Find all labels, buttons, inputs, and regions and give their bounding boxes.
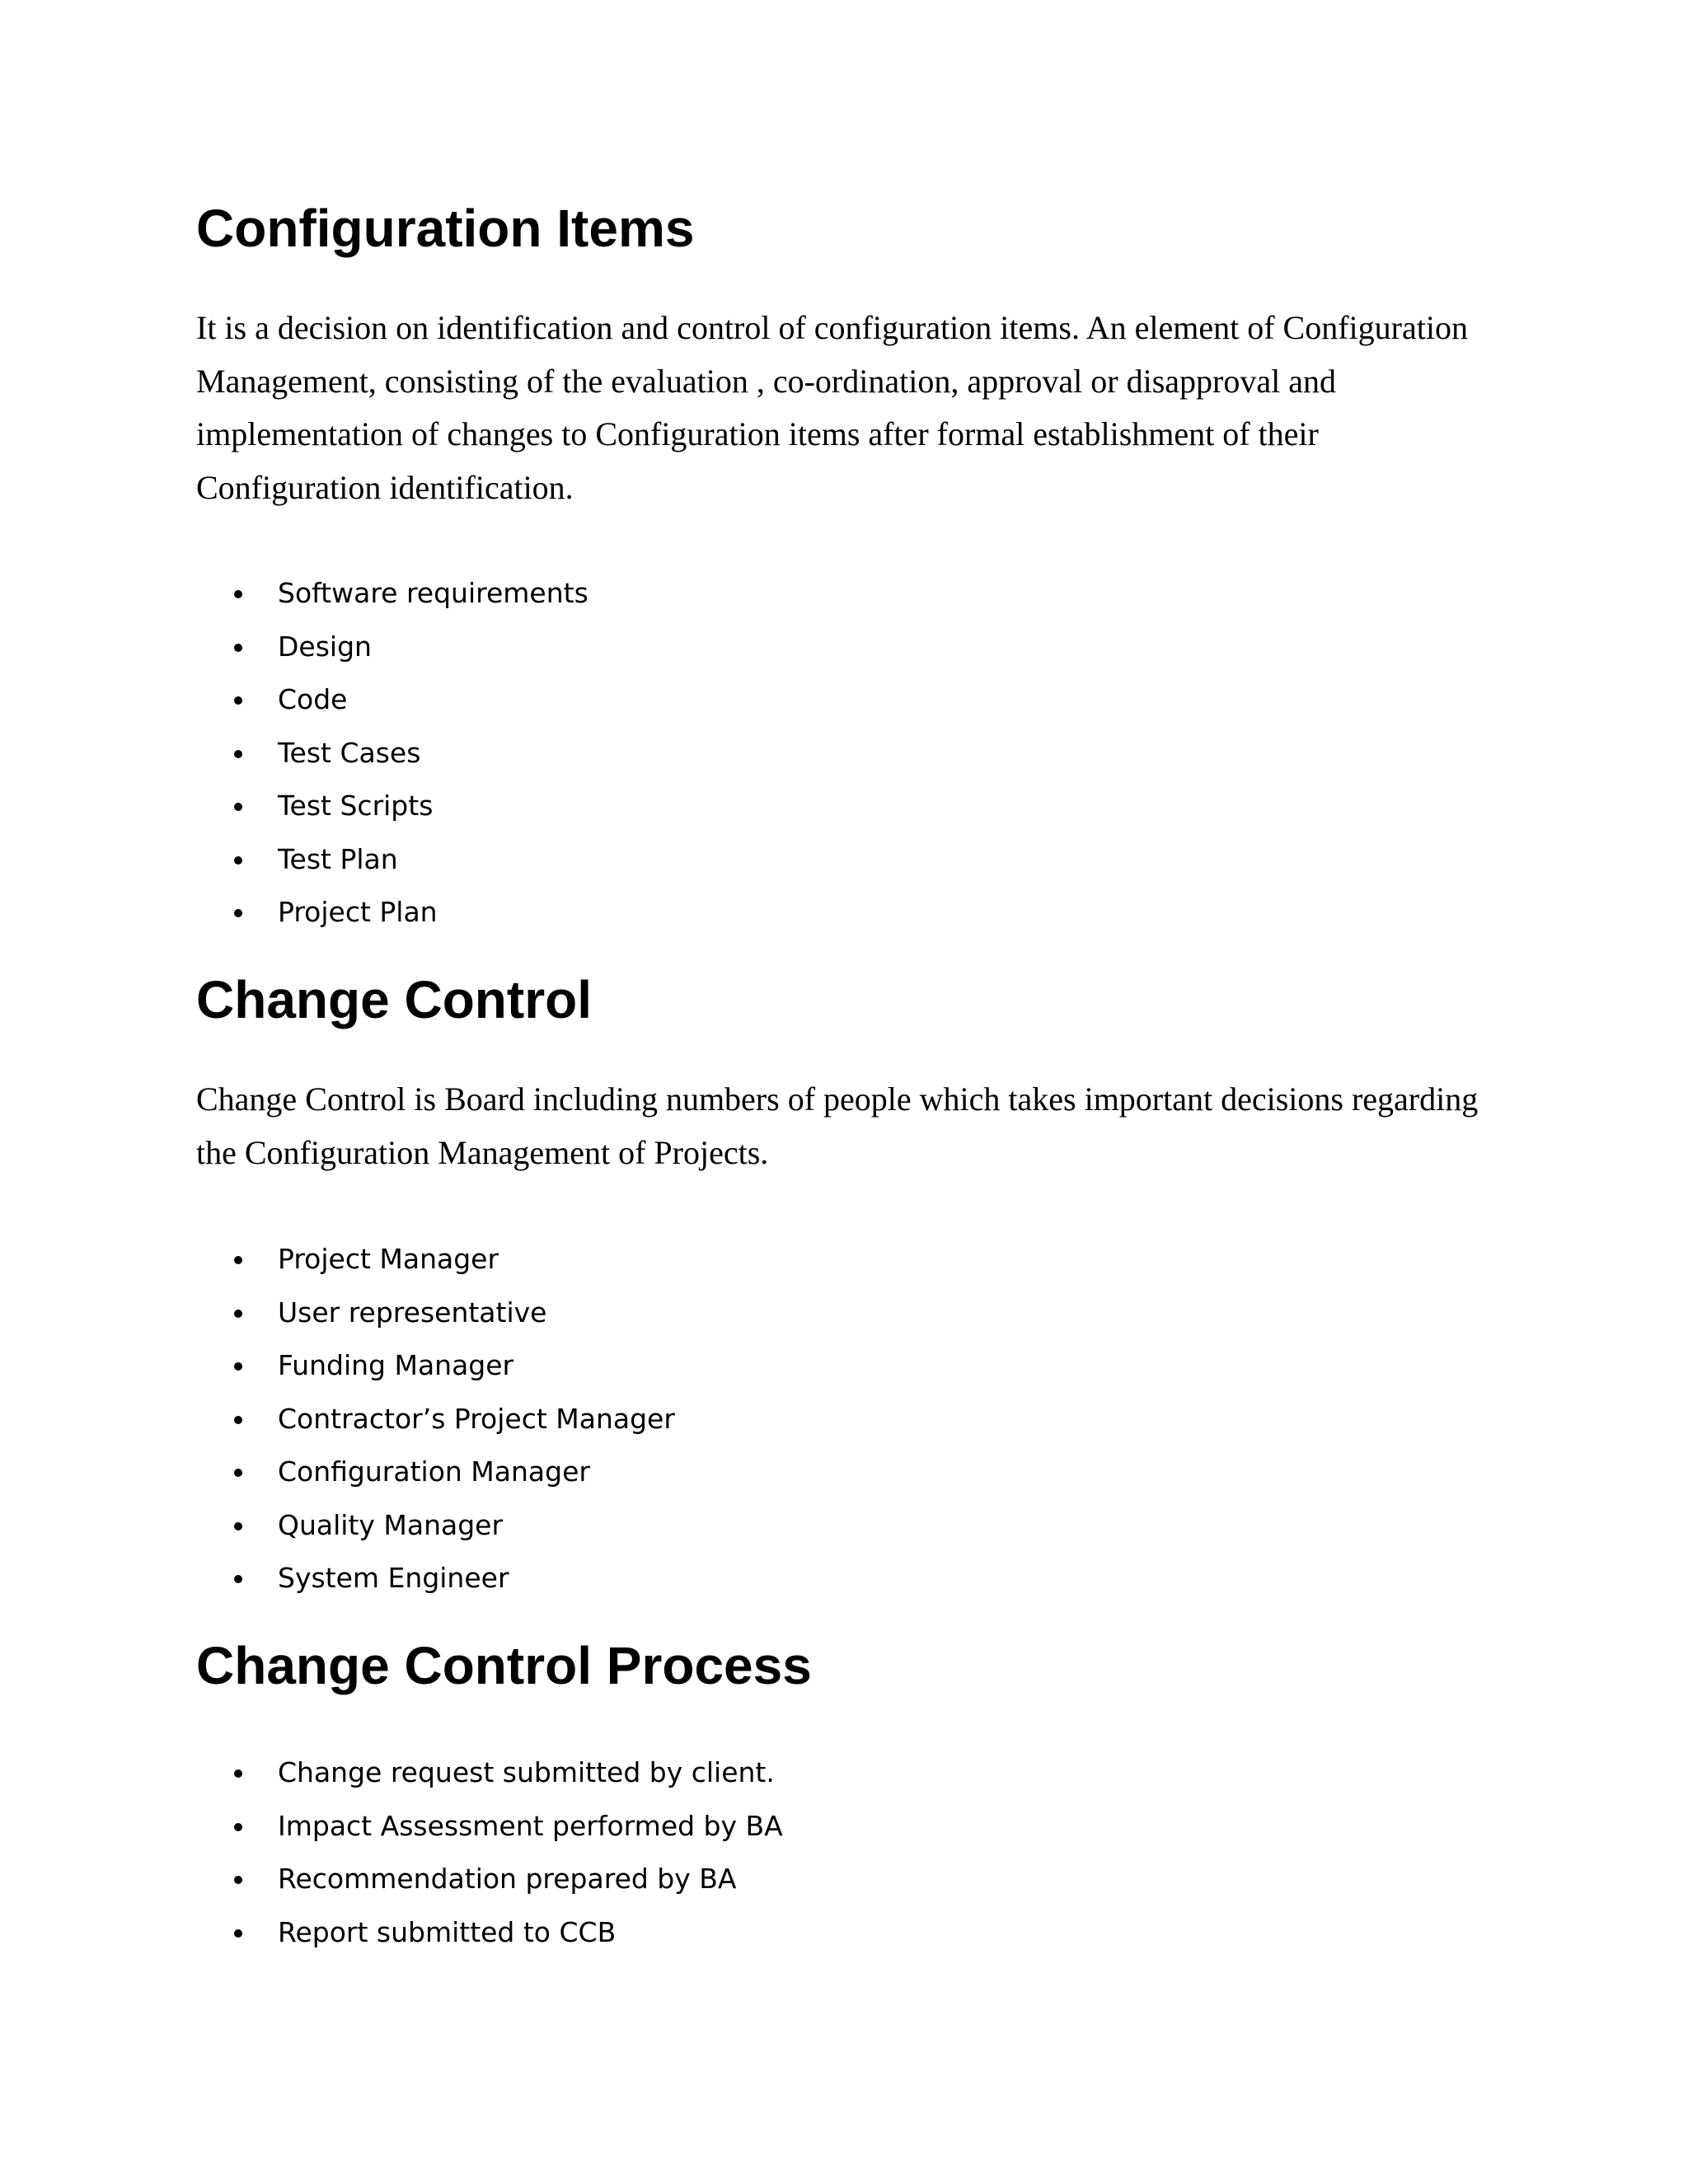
bullet-icon (234, 1469, 242, 1477)
list-item (196, 1800, 783, 1854)
bullet-list (196, 567, 588, 940)
list-item-label: Test Cases (278, 736, 421, 769)
bullet-icon (234, 644, 242, 652)
list-item-label: System Engineer (278, 1562, 509, 1594)
list-item-label: Design (278, 630, 372, 663)
list-item (196, 1499, 675, 1553)
list-item (196, 1393, 675, 1446)
bullet-icon (234, 1876, 242, 1884)
list-item (196, 621, 588, 674)
list-item (196, 1746, 783, 1800)
section-heading: Configuration Items (196, 199, 695, 258)
list-item-label: Report submitted to CCB (278, 1915, 617, 1948)
list-item (196, 727, 588, 780)
paragraph-line: Management, consisting of the evaluation , co-ordination, approval or disapproval and (196, 362, 1336, 400)
list-item (196, 1552, 675, 1605)
list-item (196, 833, 588, 887)
bullet-list (196, 1746, 783, 1959)
bullet-icon (234, 1256, 242, 1264)
paragraph-line: the Configuration Management of Projects. (196, 1133, 769, 1171)
paragraph-line: Configuration identification. (196, 468, 574, 506)
bullet-icon (234, 1416, 242, 1424)
list-item (196, 1339, 675, 1393)
bullet-icon (234, 696, 242, 705)
list-item-label: Funding Manager (278, 1349, 514, 1381)
bullet-icon (234, 1823, 242, 1831)
list-item-label: Project Plan (278, 896, 438, 928)
bullet-icon (234, 1769, 242, 1778)
section-heading: Change Control Process (196, 1636, 812, 1695)
list-item-label: Configuration Manager (278, 1455, 590, 1488)
list-item (196, 1906, 783, 1960)
list-item-label: Quality Manager (278, 1508, 504, 1541)
list-item (196, 780, 588, 833)
bullet-icon (234, 590, 242, 598)
list-item-label: Change request submitted by client. (278, 1756, 775, 1788)
bullet-icon (234, 1522, 242, 1530)
list-item (196, 1233, 675, 1286)
list-item-label: User representative (278, 1296, 547, 1329)
list-item (196, 1286, 675, 1340)
bullet-icon (234, 1310, 242, 1318)
list-item (196, 673, 588, 727)
section-paragraph (196, 302, 1531, 514)
bullet-icon (234, 750, 242, 758)
bullet-icon (234, 1362, 242, 1371)
list-item (196, 886, 588, 940)
list-item-label: Test Plan (278, 842, 398, 875)
bullet-icon (234, 909, 242, 917)
section-paragraph (196, 1073, 1531, 1179)
bullet-list (196, 1233, 675, 1605)
list-item-label: Software requirements (278, 577, 588, 609)
list-item (196, 1446, 675, 1499)
bullet-icon (234, 1575, 242, 1583)
section-heading: Change Control (196, 970, 592, 1029)
list-item (196, 1853, 783, 1906)
paragraph-line: It is a decision on identification and control of configuration items. An element of Configuration (196, 309, 1468, 346)
bullet-icon (234, 803, 242, 811)
list-item-label: Project Manager (278, 1243, 499, 1275)
bullet-icon (234, 856, 242, 865)
bullet-icon (234, 1929, 242, 1938)
list-item-label: Code (278, 683, 348, 715)
list-item (196, 567, 588, 621)
list-item-label: Contractor’s Project Manager (278, 1402, 675, 1435)
paragraph-line: Change Control is Board including numbers of people which takes important decisions regarding (196, 1080, 1479, 1118)
list-item-label: Recommendation prepared by BA (278, 1863, 737, 1895)
paragraph-line: implementation of changes to Configuration items after formal establishment of their (196, 415, 1319, 452)
list-item-label: Impact Assessment performed by BA (278, 1809, 783, 1842)
list-item-label: Test Scripts (278, 790, 434, 822)
